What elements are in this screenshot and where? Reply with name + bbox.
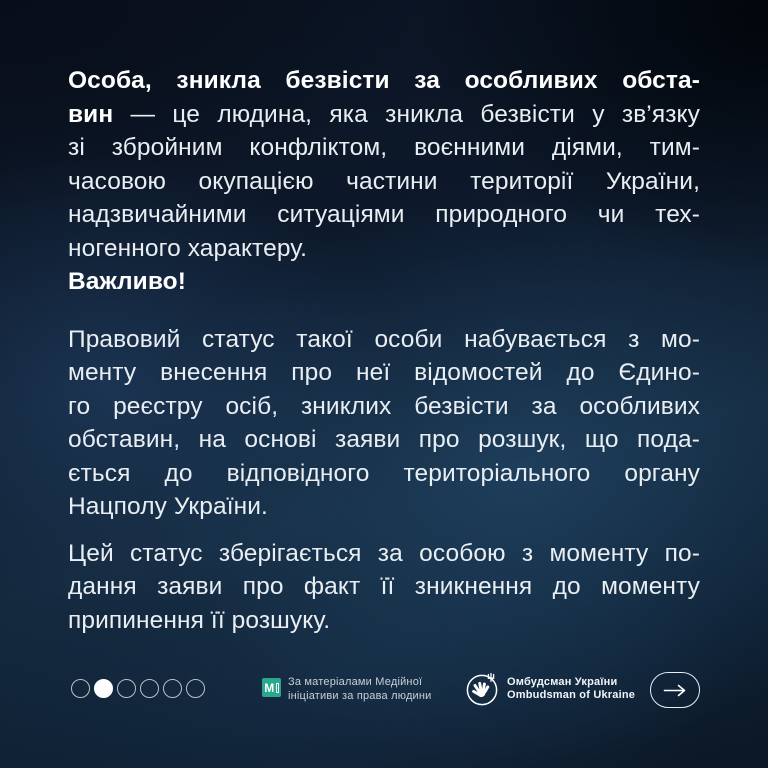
text-run: менту внесення про неї відомостей до Єдино- <box>68 359 700 386</box>
pagination-dot[interactable] <box>71 679 90 698</box>
text-run: Правовий статус такої особи набувається з мо- <box>68 325 700 353</box>
bold-text-run: вин <box>68 100 131 128</box>
pagination-dots <box>71 679 205 698</box>
text-run: Нацполу України. <box>68 493 268 520</box>
text-run: часовою окупацією частини території України, <box>68 167 700 195</box>
ombudsman-line-uk: Омбудсман України <box>507 675 618 688</box>
ombudsman-credit <box>464 671 635 707</box>
text-run: дання заяви про факт її зникнення до моменту <box>68 573 700 600</box>
ombudsman-line-en: Ombudsman of Ukraine <box>507 689 636 701</box>
text-line <box>68 165 700 199</box>
logo-i-bar <box>276 683 279 693</box>
text-line <box>68 131 700 165</box>
bold-text-run: Особа, зникла безвісти за особливих обста- <box>68 67 700 94</box>
text-run: припинення її розшуку. <box>68 606 331 634</box>
text-line <box>68 198 700 232</box>
text-run: го реєстру осіб, зниклих безвісти за особливих <box>68 392 700 420</box>
text-line <box>68 390 700 424</box>
card-body <box>68 64 700 637</box>
credit-line-1: За матеріалами Медійної <box>288 676 423 688</box>
text-line <box>68 323 700 357</box>
text-run: ногенного характеру. <box>68 234 308 262</box>
media-initiative-credit <box>262 676 432 703</box>
text-run: — це людина, яка зникла безвісти у зв’язку <box>130 100 700 128</box>
credit-line-2: ініціативи за права людини <box>288 689 432 702</box>
text-line <box>68 490 700 524</box>
ombudsman-text <box>507 676 635 703</box>
important-heading: Важливо! <box>68 268 186 295</box>
text-line <box>68 457 700 491</box>
pagination-dot[interactable] <box>117 679 136 698</box>
pagination-dot[interactable] <box>140 679 159 698</box>
text-run: зі збройним конфліктом, воєнними діями, тим- <box>68 134 700 161</box>
text-line <box>68 604 700 638</box>
text-line <box>68 570 700 604</box>
hand-with-trident-icon <box>464 671 500 707</box>
status-duration-paragraph <box>68 537 700 638</box>
next-slide-button[interactable] <box>650 672 700 708</box>
text-run: надзвичайними ситуаціями природного чи тех- <box>68 201 700 228</box>
pagination-dot[interactable] <box>163 679 182 698</box>
text-line <box>68 98 700 132</box>
text-line <box>68 232 700 266</box>
text-run: Цей статус зберігається за особою з моменту по- <box>68 539 700 567</box>
logo-letter: М <box>264 680 275 695</box>
text-run: ється до відповідного територіального органу <box>68 459 700 487</box>
arrow-right-icon <box>663 684 687 697</box>
text-line <box>68 537 700 571</box>
footer <box>0 668 768 712</box>
media-initiative-logo <box>262 678 281 697</box>
text-line <box>68 423 700 457</box>
definition-paragraph <box>68 64 700 265</box>
credit-text <box>288 676 432 703</box>
text-line <box>68 64 700 98</box>
text-line <box>68 356 700 390</box>
pagination-dot-active[interactable] <box>94 679 113 698</box>
text-run: обставин, на основі заяви про розшук, що пода- <box>68 426 700 453</box>
pagination-dot[interactable] <box>186 679 205 698</box>
legal-status-paragraph <box>68 323 700 524</box>
